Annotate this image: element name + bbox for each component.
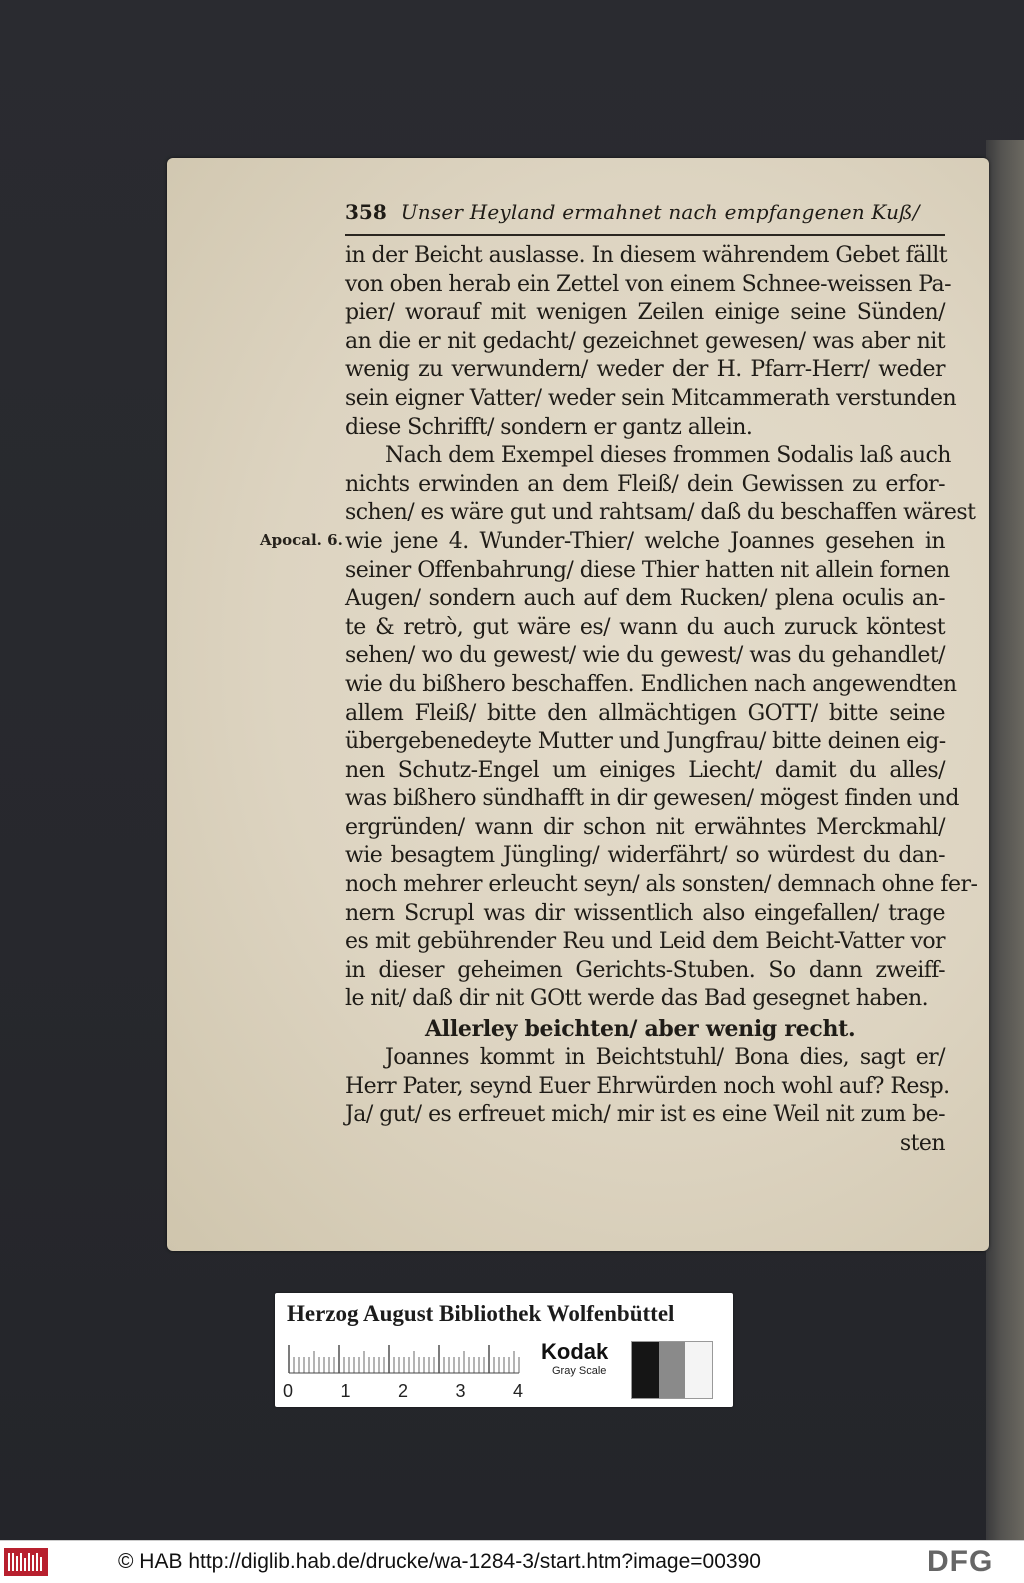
- text-line: Ja/ gut/ es erfreuet mich/ mir ist es eine Weil nit zum be-: [345, 1102, 945, 1128]
- text-line: Joannes kommt in Beichtstuhl/ Bona dies, sagt er/: [385, 1045, 945, 1071]
- gray-swatch: [659, 1342, 686, 1398]
- text-line: wie besagtem Jüngling/ widerfährt/ so würdest du dan-: [345, 843, 945, 869]
- text-line: te & retrò, gut wäre es/ wann du auch zuruck köntest: [345, 614, 945, 640]
- hab-logo-icon: [4, 1548, 48, 1576]
- text-line: wie jene 4. Wunder-Thier/ welche Joannes gesehen in: [345, 528, 945, 554]
- kodak-logo: Kodak: [541, 1339, 609, 1364]
- text-line: ergründen/ wann dir schon nit erwähntes Merckmahl/: [345, 814, 945, 840]
- book-edge: [986, 140, 1024, 1540]
- text-line: diese Schrifft/ sondern er gantz allein.: [345, 414, 753, 440]
- running-head: [345, 200, 945, 236]
- text-line: in dieser geheimen Gerichts-Stuben. So dann zweiff-: [345, 957, 945, 983]
- copyright-link[interactable]: © HAB http://diglib.hab.de/drucke/wa-1284-3/start.htm?image=00390: [118, 1550, 761, 1573]
- section-heading: Allerley beichten/ aber wenig recht.: [425, 1016, 856, 1043]
- text-line: wie du bißhero beschaffen. Endlichen nach angewendten: [345, 671, 957, 697]
- text-line: sten: [899, 1130, 945, 1156]
- text-line: pier/ worauf mit wenigen Zeilen einige seine Sünden/: [345, 300, 945, 326]
- text-line: sehen/ wo du gewest/ wie du gewest/ was du gehandlet/: [345, 643, 945, 669]
- library-name: Herzog August Bibliothek Wolfenbüttel: [287, 1301, 675, 1326]
- text-line: es mit gebührender Reu und Leid dem Beicht-Vatter vor: [345, 929, 945, 955]
- page-text-block: [345, 200, 978, 1158]
- ruler-scale: [287, 1343, 523, 1377]
- body-text: [345, 242, 978, 1014]
- text-line: nern Scrupl was dir wissentlich also eingefallen/ trage: [345, 900, 945, 926]
- gray-swatch: [685, 1342, 712, 1398]
- margin-note: Apocal. 6.: [260, 531, 343, 549]
- text-line: noch mehrer erleucht seyn/ als sonsten/ demnach ohne fer-: [345, 872, 978, 898]
- page-number: 358: [345, 200, 387, 224]
- text-line: nen Schutz-Engel um einiges Liecht/ damit du alles/: [345, 757, 945, 783]
- text-line: in der Beicht auslasse. In diesem währendem Gebet fällt: [345, 243, 948, 268]
- ruler-number: 4: [513, 1381, 524, 1401]
- ruler-number: 2: [398, 1381, 409, 1401]
- text-line: le nit/ daß dir nit GOtt werde das Bad gesegnet haben.: [345, 986, 929, 1012]
- ruler-number: 3: [455, 1381, 466, 1401]
- dfg-logo: DFG: [927, 1545, 994, 1578]
- text-line: an die er nit gedacht/ gezeichnet gewesen/ was aber nit: [345, 328, 945, 354]
- text-line: wenig zu verwundern/ weder der H. Pfarr-Herr/ weder: [345, 357, 945, 383]
- text-line: was bißhero sündhafft in dir gewesen/ mögest finden und: [345, 786, 959, 812]
- library-label-card: [275, 1293, 733, 1407]
- text-line: schen/ es wäre gut und rahtsam/ daß du beschaffen wärest: [345, 500, 976, 526]
- body-text-continued: [345, 1044, 950, 1158]
- ruler-numbers: [283, 1381, 523, 1401]
- gray-swatch: [632, 1342, 659, 1398]
- text-line: Herr Pater, seynd Euer Ehrwürden noch wohl auf? Resp.: [345, 1073, 950, 1099]
- text-line: nichts erwinden an dem Fleiß/ dein Gewissen zu erfor-: [345, 471, 945, 497]
- text-line: sein eigner Vatter/ weder sein Mitcammerath verstunden: [345, 385, 957, 411]
- text-line: allem Fleiß/ bitte den allmächtigen GOTT/ bitte seine: [345, 700, 945, 726]
- text-line: Nach dem Exempel dieses frommen Sodalis laß auch: [385, 443, 951, 469]
- text-line: Augen/ sondern auch auf dem Rucken/ plena oculis an-: [345, 586, 945, 612]
- text-line: von oben herab ein Zettel von einem Schnee-weissen Pa-: [345, 271, 951, 297]
- text-line: übergebenedeyte Mutter und Jungfrau/ bitte deinen eig-: [345, 729, 946, 755]
- text-line: seiner Offenbahrung/ diese Thier hatten nit allein fornen: [345, 557, 950, 583]
- gray-scale-swatches: [631, 1341, 713, 1399]
- ruler-number: 0: [283, 1381, 294, 1401]
- running-title: Unser Heyland ermahnet nach empfangenen Kuß/: [400, 200, 920, 224]
- gray-scale-label: Gray Scale: [552, 1365, 607, 1377]
- footer-bar: [0, 1540, 1024, 1583]
- ruler-number: 1: [340, 1381, 351, 1401]
